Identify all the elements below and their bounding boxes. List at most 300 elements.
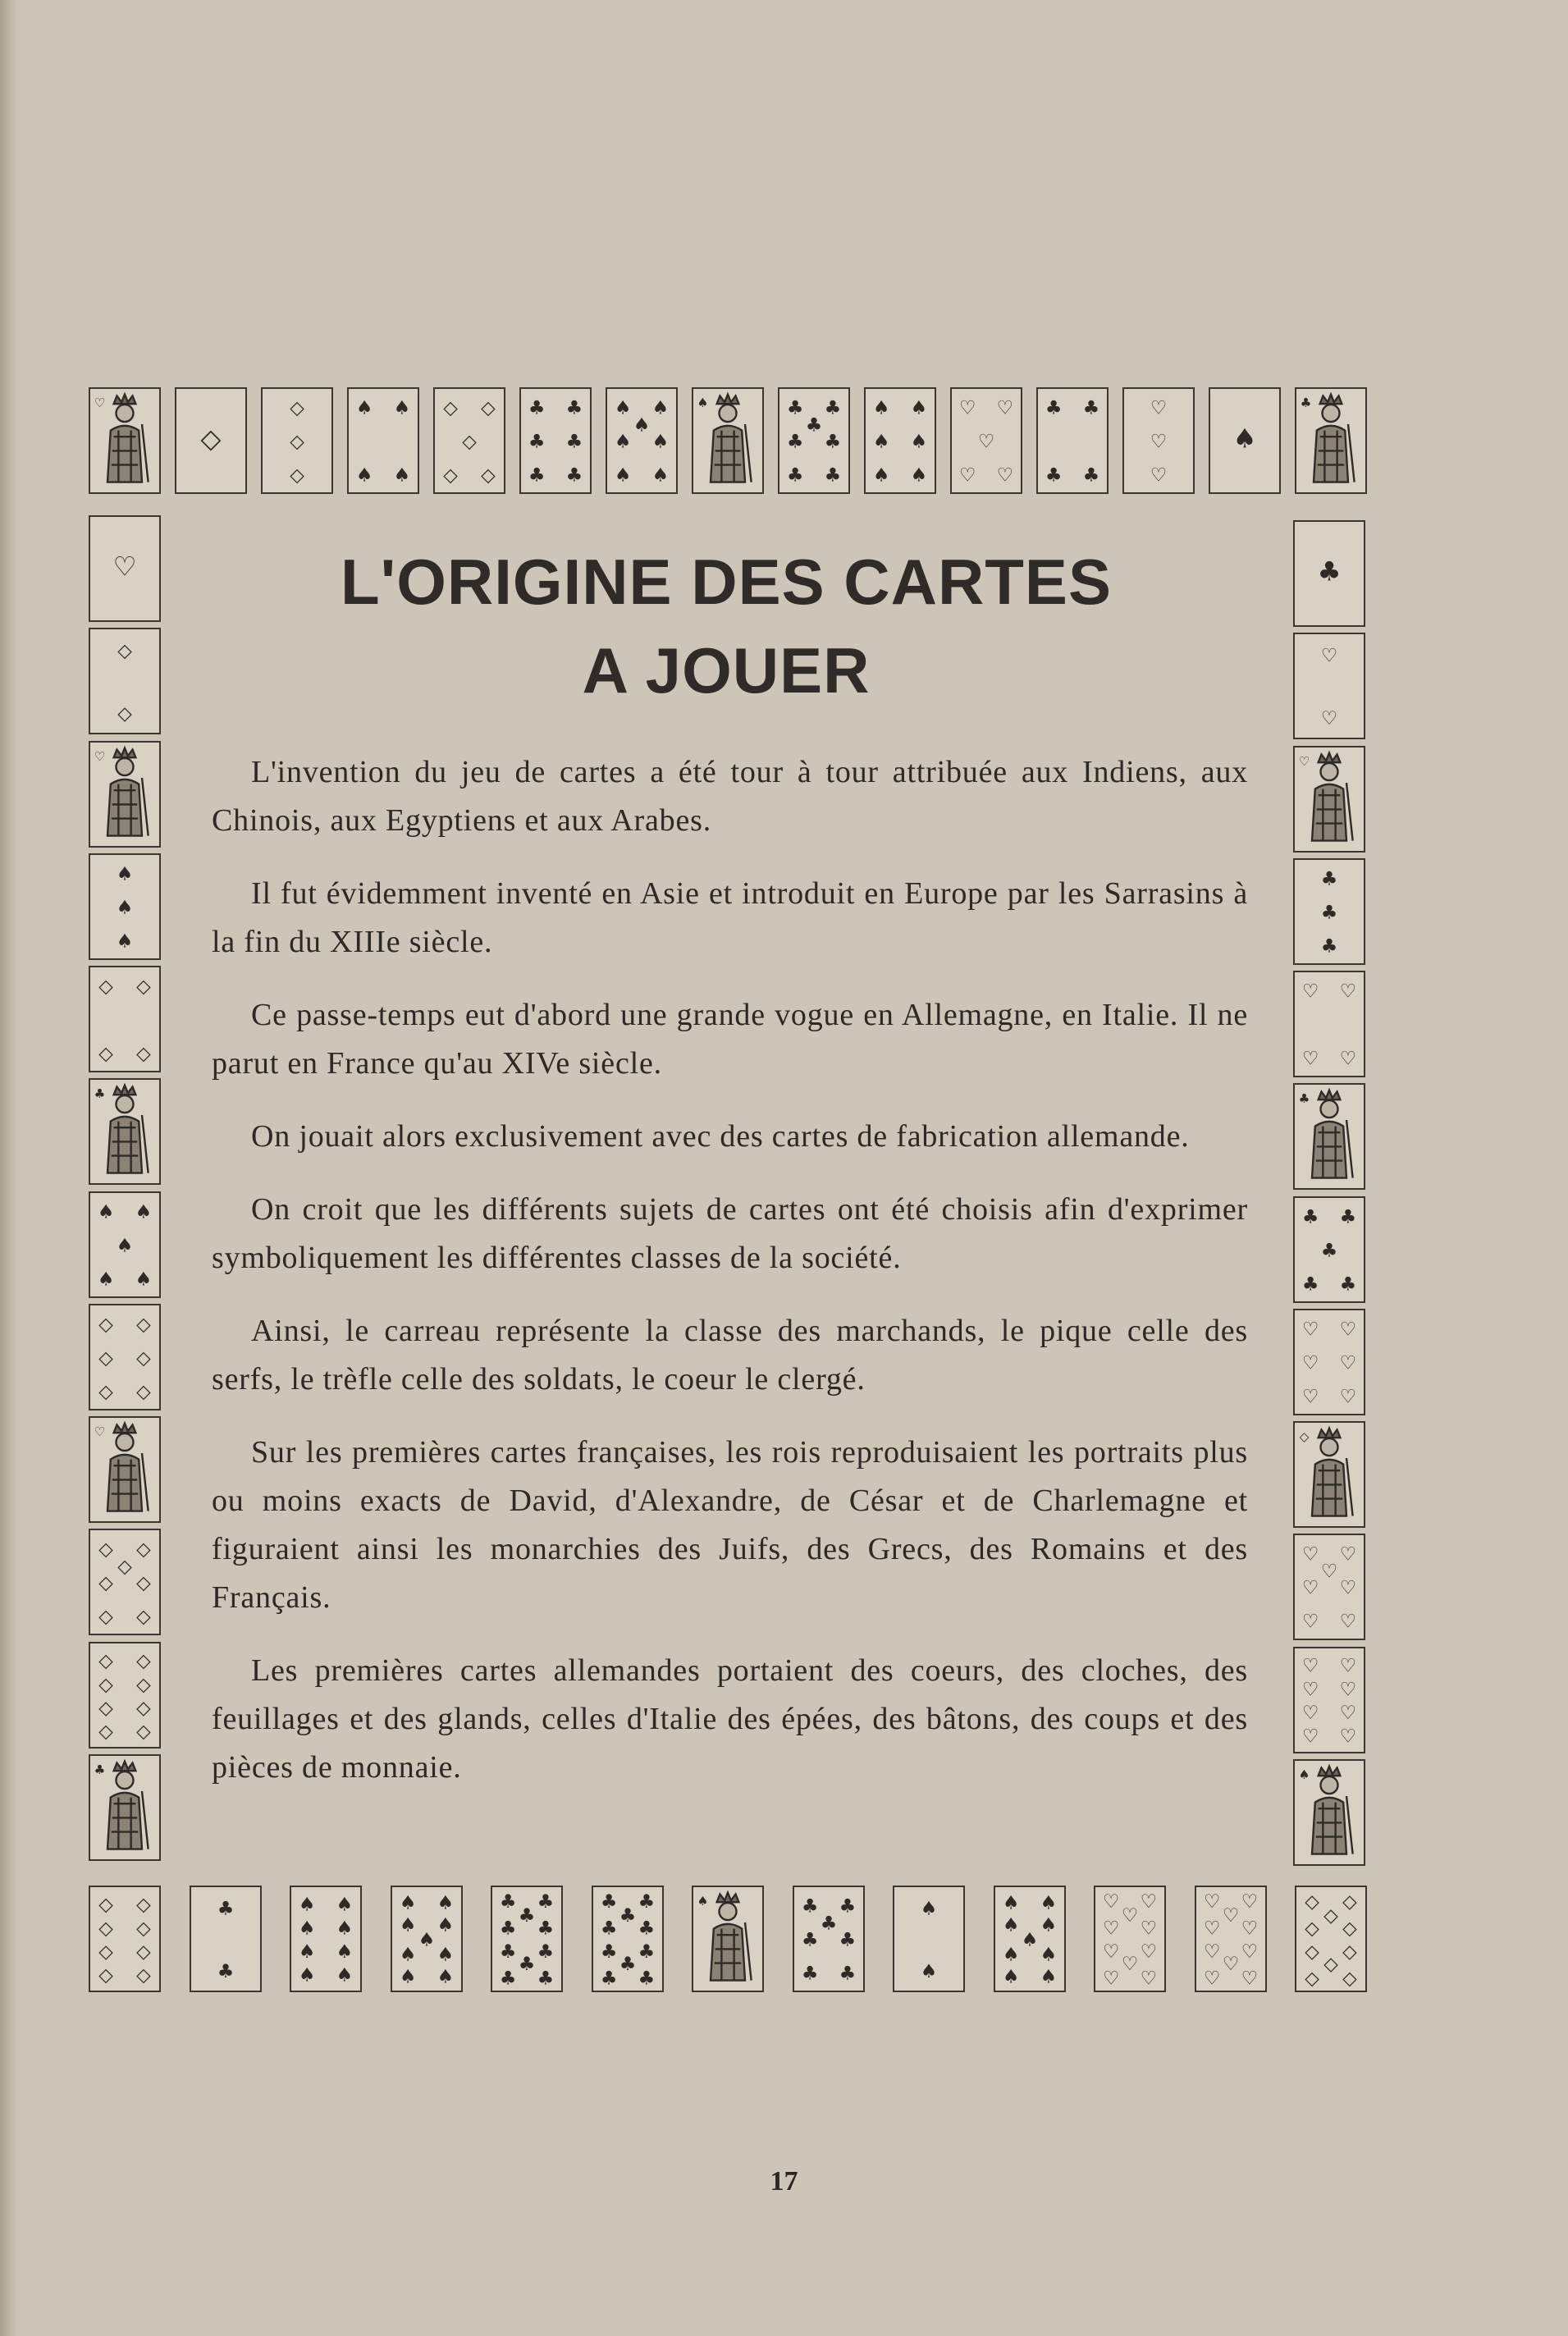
diamond-pip-icon: ◇ <box>98 1894 113 1916</box>
heart-pip-icon: ♡ <box>1203 1918 1220 1940</box>
diamond-pip-icon: ◇ <box>1305 1941 1319 1963</box>
card-face <box>1296 389 1365 492</box>
border-card-club-K <box>89 1754 161 1861</box>
diamond-pip-icon: ◇ <box>98 1918 113 1940</box>
diamond-pip-icon: ◇ <box>136 1573 151 1595</box>
diamond-pip-icon: ◇ <box>1323 1905 1338 1927</box>
diamond-pip-icon: ◇ <box>117 703 132 725</box>
card-face <box>90 743 159 846</box>
heart-pip-icon: ♡ <box>1339 1678 1357 1700</box>
club-pip-icon: ♣ <box>1317 555 1342 587</box>
club-pip-icon: ♣ <box>1300 395 1312 410</box>
diamond-pip-icon: ◇ <box>98 1347 113 1369</box>
paragraph: Ce passe-temps eut d'abord une grande vogue en Allemagne, en Italie. Il ne parut en France qu'au XIVe siècle. <box>212 998 1248 1081</box>
border-card-spade-1 <box>1209 387 1281 494</box>
border-card-heart-7 <box>1293 1534 1365 1640</box>
diamond-pip-icon: ◇ <box>117 640 132 662</box>
club-pip-icon: ♣ <box>518 1954 536 1976</box>
card-face <box>1295 1535 1364 1639</box>
spade-pip-icon: ♠ <box>399 1944 416 1966</box>
club-pip-icon: ♣ <box>801 1929 818 1951</box>
diamond-pip-icon: ◇ <box>136 1918 151 1940</box>
spade-pip-icon: ♠ <box>1040 1892 1057 1914</box>
article-body <box>212 748 1248 1817</box>
spade-pip-icon: ♠ <box>697 395 709 410</box>
diamond-pip-icon: ◇ <box>98 1721 113 1743</box>
heart-pip-icon: ♡ <box>1102 1918 1120 1940</box>
border-card-spade-9 <box>391 1886 463 1992</box>
club-pip-icon: ♣ <box>565 464 583 487</box>
club-pip-icon: ♣ <box>1298 1091 1310 1107</box>
spade-pip-icon: ♠ <box>1298 1767 1310 1782</box>
heart-pip-icon: ♡ <box>1102 1968 1120 1990</box>
heart-pip-icon: ♡ <box>996 464 1014 487</box>
card-face <box>90 629 159 733</box>
diamond-pip-icon: ◇ <box>136 1381 151 1403</box>
card-face <box>1295 522 1364 625</box>
spade-pip-icon: ♠ <box>614 431 632 453</box>
heart-pip-icon: ♡ <box>1339 1386 1357 1408</box>
spade-pip-icon: ♠ <box>614 464 632 487</box>
diamond-pip-icon: ◇ <box>443 397 458 419</box>
spade-pip-icon: ♠ <box>910 464 928 487</box>
club-pip-icon: ♣ <box>518 1905 536 1927</box>
heart-pip-icon: ♡ <box>958 397 976 419</box>
heart-pip-icon: ♡ <box>1339 1702 1357 1724</box>
diamond-pip-icon: ◇ <box>1305 1918 1319 1940</box>
club-pip-icon: ♣ <box>528 431 546 453</box>
club-pip-icon: ♣ <box>824 397 842 419</box>
diamond-pip-icon: ◇ <box>98 1673 113 1695</box>
court-figure-icon <box>1312 1090 1353 1178</box>
border-card-spade-7 <box>606 387 678 494</box>
diamond-pip-icon: ◇ <box>290 431 304 453</box>
card-face <box>1124 389 1193 492</box>
club-pip-icon: ♣ <box>1301 1206 1319 1228</box>
heart-pip-icon: ♡ <box>1241 1890 1258 1913</box>
card-face <box>952 389 1021 492</box>
paragraph: Les premières cartes allemandes portaient des coeurs, des cloches, des feuillages et des glands, celles d'Italie des épées, des bâtons, des coups et des pièces de monnaie. <box>212 1653 1248 1785</box>
club-pip-icon: ♣ <box>1045 397 1063 419</box>
club-pip-icon: ♣ <box>638 1941 655 1963</box>
court-figure-icon <box>107 747 149 835</box>
spade-pip-icon: ♠ <box>355 464 373 487</box>
border-card-heart-K <box>89 387 161 494</box>
spade-pip-icon: ♠ <box>116 1235 134 1257</box>
spade-pip-icon: ♠ <box>298 1918 316 1940</box>
card-face <box>90 1887 159 1991</box>
diamond-pip-icon: ◇ <box>1305 1968 1319 1990</box>
club-pip-icon: ♣ <box>839 1963 856 1985</box>
border-card-spade-9 <box>994 1886 1066 1992</box>
card-face <box>263 389 331 492</box>
heart-pip-icon: ♡ <box>1339 1578 1357 1600</box>
diamond-pip-icon: ◇ <box>98 1538 113 1561</box>
heart-pip-icon: ♡ <box>1301 1319 1319 1341</box>
diamond-pip-icon: ◇ <box>1342 1890 1357 1913</box>
club-pip-icon: ♣ <box>824 431 842 453</box>
club-pip-icon: ♣ <box>217 1960 234 1982</box>
diamond-pip-icon: ◇ <box>136 1964 151 1986</box>
title-line-2: A JOUER <box>582 634 871 706</box>
border-card-diamond-7 <box>89 1529 161 1635</box>
page-title <box>271 537 1182 715</box>
border-card-club-7 <box>778 387 850 494</box>
card-face <box>90 1080 159 1183</box>
club-pip-icon: ♣ <box>528 397 546 419</box>
border-card-heart-6 <box>1293 1309 1365 1415</box>
spade-pip-icon: ♠ <box>1040 1914 1057 1936</box>
club-pip-icon: ♣ <box>1339 1273 1357 1296</box>
heart-pip-icon: ♡ <box>112 551 137 583</box>
club-pip-icon: ♣ <box>805 414 823 437</box>
spade-pip-icon: ♠ <box>135 1269 153 1291</box>
border-card-diamond-4 <box>89 966 161 1072</box>
club-pip-icon: ♣ <box>499 1968 517 1990</box>
paragraph: Sur les premières cartes françaises, les rois reproduisaient les portraits plus ou moins exacts de David, d'Alexandre, de César et de Charlemagne et figuraient ainsi les monarchies des Juifs, des Grecs, des Romains et des Français. <box>212 1435 1248 1615</box>
spade-pip-icon: ♠ <box>910 431 928 453</box>
heart-pip-icon: ♡ <box>1140 1918 1158 1940</box>
spade-pip-icon: ♠ <box>872 431 890 453</box>
spade-pip-icon: ♠ <box>336 1964 354 1986</box>
border-card-club-J <box>1293 1083 1365 1190</box>
diamond-pip-icon: ◇ <box>290 397 304 419</box>
card-face <box>1295 1648 1364 1752</box>
club-pip-icon: ♣ <box>565 397 583 419</box>
border-card-club-10 <box>592 1886 664 1992</box>
spade-pip-icon: ♠ <box>336 1918 354 1940</box>
club-pip-icon: ♣ <box>499 1918 517 1940</box>
diamond-pip-icon: ◇ <box>1342 1968 1357 1990</box>
heart-pip-icon: ♡ <box>1298 753 1310 769</box>
heart-pip-icon: ♡ <box>1301 1726 1319 1748</box>
diamond-pip-icon: ◇ <box>136 1941 151 1963</box>
card-face <box>866 389 935 492</box>
spade-pip-icon: ♠ <box>1002 1892 1019 1914</box>
heart-pip-icon: ♡ <box>1301 1386 1319 1408</box>
heart-pip-icon: ♡ <box>1241 1918 1258 1940</box>
diamond-pip-icon: ◇ <box>136 1894 151 1916</box>
club-pip-icon: ♣ <box>1320 1240 1338 1262</box>
heart-pip-icon: ♡ <box>1140 1890 1158 1913</box>
border-card-spade-K <box>1293 1759 1365 1866</box>
card-face <box>90 1756 159 1859</box>
spade-pip-icon: ♠ <box>633 414 651 437</box>
spade-pip-icon: ♠ <box>1002 1944 1019 1966</box>
card-face <box>995 1887 1064 1991</box>
club-pip-icon: ♣ <box>786 464 804 487</box>
heart-pip-icon: ♡ <box>1339 981 1357 1003</box>
heart-pip-icon: ♡ <box>1203 1968 1220 1990</box>
heart-pip-icon: ♡ <box>1140 1941 1158 1963</box>
card-face <box>90 517 159 620</box>
border-card-club-K <box>89 1078 161 1185</box>
card-face <box>794 1887 863 1991</box>
diamond-pip-icon: ◇ <box>98 1964 113 1986</box>
club-pip-icon: ♣ <box>619 1954 636 1976</box>
paragraph: Il fut évidemment inventé en Asie et introduit en Europe par les Sarrasins à la fin du XIIIe siècle. <box>212 876 1248 959</box>
border-card-heart-3 <box>1122 387 1195 494</box>
diamond-pip-icon: ◇ <box>443 464 458 487</box>
border-card-heart-10 <box>1195 1886 1267 1992</box>
border-card-heart-4 <box>1293 971 1365 1077</box>
card-face <box>90 1418 159 1521</box>
club-pip-icon: ♣ <box>1320 902 1338 924</box>
book-spine-shadow <box>0 0 18 2336</box>
court-figure-icon <box>1312 1767 1353 1854</box>
card-face <box>291 1887 360 1991</box>
border-card-diamond-6 <box>89 1304 161 1410</box>
border-card-club-5 <box>1293 1196 1365 1303</box>
card-face <box>1295 634 1364 738</box>
spade-pip-icon: ♠ <box>1040 1944 1057 1966</box>
paragraph: L'invention du jeu de cartes a été tour à tour attribuée aux Indiens, aux Chinois, aux Egyptiens et aux Arabes. <box>212 755 1248 838</box>
border-card-club-2 <box>190 1886 262 1992</box>
spade-pip-icon: ♠ <box>97 1201 115 1223</box>
heart-pip-icon: ♡ <box>1301 1611 1319 1634</box>
card-face <box>1095 1887 1164 1991</box>
border-card-diamond-8 <box>89 1886 161 1992</box>
border-card-diamond-10 <box>1295 1886 1367 1992</box>
diamond-pip-icon: ◇ <box>98 1573 113 1595</box>
club-pip-icon: ♣ <box>600 1918 617 1940</box>
diamond-pip-icon: ◇ <box>481 397 496 419</box>
card-face <box>1295 860 1364 963</box>
card-face <box>90 389 159 492</box>
card-face <box>90 967 159 1071</box>
court-figure-icon <box>1312 1429 1353 1516</box>
spade-pip-icon: ♠ <box>910 397 928 419</box>
border-card-diamond-3 <box>261 387 333 494</box>
border-card-heart-10 <box>1094 1886 1166 1992</box>
spade-pip-icon: ♠ <box>393 464 411 487</box>
court-figure-icon <box>107 1086 149 1173</box>
club-pip-icon: ♣ <box>1339 1206 1357 1228</box>
card-face <box>1295 1423 1364 1526</box>
club-pip-icon: ♣ <box>1082 464 1100 487</box>
spade-pip-icon: ♠ <box>116 863 134 885</box>
diamond-pip-icon: ◇ <box>1342 1941 1357 1963</box>
card-face <box>1295 1085 1364 1188</box>
border-card-club-6 <box>519 387 592 494</box>
title-line-1: L'ORIGINE DES CARTES <box>341 546 1112 618</box>
border-card-club-7 <box>793 1886 865 1992</box>
heart-pip-icon: ♡ <box>958 464 976 487</box>
diamond-pip-icon: ◇ <box>1299 1429 1310 1445</box>
border-card-diamond-8 <box>89 1642 161 1749</box>
heart-pip-icon: ♡ <box>1301 1578 1319 1600</box>
border-card-spade-4 <box>347 387 419 494</box>
card-face <box>1295 1198 1364 1301</box>
spade-pip-icon: ♠ <box>920 1960 938 1982</box>
spade-pip-icon: ♠ <box>437 1914 454 1936</box>
spade-pip-icon: ♠ <box>872 464 890 487</box>
club-pip-icon: ♣ <box>801 1963 818 1985</box>
heart-pip-icon: ♡ <box>1301 1655 1319 1677</box>
diamond-pip-icon: ◇ <box>136 1314 151 1336</box>
club-pip-icon: ♣ <box>1301 1273 1319 1296</box>
spade-pip-icon: ♠ <box>116 897 134 919</box>
card-face <box>90 1643 159 1747</box>
spade-pip-icon: ♠ <box>614 397 632 419</box>
diamond-pip-icon: ◇ <box>98 1941 113 1963</box>
club-pip-icon: ♣ <box>600 1968 617 1990</box>
diamond-pip-icon: ◇ <box>136 1347 151 1369</box>
spade-pip-icon: ♠ <box>393 397 411 419</box>
spade-pip-icon: ♠ <box>1021 1929 1038 1951</box>
card-face <box>779 389 848 492</box>
heart-pip-icon: ♡ <box>1301 1352 1319 1374</box>
heart-pip-icon: ♡ <box>1339 1543 1357 1566</box>
border-card-club-10 <box>491 1886 563 1992</box>
card-face <box>521 389 590 492</box>
heart-pip-icon: ♡ <box>1203 1941 1220 1963</box>
card-face <box>1295 1761 1364 1864</box>
heart-pip-icon: ♡ <box>1121 1954 1139 1976</box>
spade-pip-icon: ♠ <box>135 1201 153 1223</box>
heart-pip-icon: ♡ <box>1320 1561 1338 1583</box>
spade-pip-icon: ♠ <box>399 1966 416 1988</box>
diamond-pip-icon: ◇ <box>136 1673 151 1695</box>
diamond-pip-icon: ◇ <box>98 1607 113 1629</box>
heart-pip-icon: ♡ <box>1102 1941 1120 1963</box>
heart-pip-icon: ♡ <box>1301 1543 1319 1566</box>
card-face <box>593 1887 662 1991</box>
spade-pip-icon: ♠ <box>697 1893 709 1909</box>
spade-pip-icon: ♠ <box>651 397 670 419</box>
club-pip-icon: ♣ <box>1045 464 1063 487</box>
heart-pip-icon: ♡ <box>1241 1941 1258 1963</box>
spade-pip-icon: ♠ <box>399 1914 416 1936</box>
heart-pip-icon: ♡ <box>1301 1678 1319 1700</box>
club-pip-icon: ♣ <box>638 1918 655 1940</box>
club-pip-icon: ♣ <box>1082 397 1100 419</box>
club-pip-icon: ♣ <box>786 431 804 453</box>
border-card-spade-5 <box>89 1191 161 1298</box>
court-figure-icon <box>1314 395 1355 482</box>
paragraph: On jouait alors exclusivement avec des cartes de fabrication allemande. <box>251 1119 1190 1154</box>
club-pip-icon: ♣ <box>839 1929 856 1951</box>
club-pip-icon: ♣ <box>839 1895 856 1918</box>
diamond-pip-icon: ◇ <box>136 1538 151 1561</box>
card-face <box>90 855 159 958</box>
card-face <box>90 1530 159 1634</box>
diamond-pip-icon: ◇ <box>136 1043 151 1065</box>
diamond-pip-icon: ◇ <box>1305 1890 1319 1913</box>
spade-pip-icon: ♠ <box>651 431 670 453</box>
heart-pip-icon: ♡ <box>1339 1319 1357 1341</box>
heart-pip-icon: ♡ <box>1140 1968 1158 1990</box>
heart-pip-icon: ♡ <box>1121 1905 1139 1927</box>
card-face <box>1295 1310 1364 1414</box>
card-face <box>1295 972 1364 1076</box>
spade-pip-icon: ♠ <box>298 1941 316 1963</box>
border-card-spade-3 <box>89 853 161 960</box>
heart-pip-icon: ♡ <box>1339 1655 1357 1677</box>
spade-pip-icon: ♠ <box>336 1941 354 1963</box>
border-card-diamond-5 <box>433 387 505 494</box>
diamond-pip-icon: ◇ <box>117 1556 132 1578</box>
border-card-heart-J <box>89 1416 161 1523</box>
spade-pip-icon: ♠ <box>97 1269 115 1291</box>
heart-pip-icon: ♡ <box>1102 1890 1120 1913</box>
heart-pip-icon: ♡ <box>1301 1702 1319 1724</box>
heart-pip-icon: ♡ <box>94 1424 106 1440</box>
spade-pip-icon: ♠ <box>920 1898 938 1920</box>
court-figure-icon <box>107 395 149 482</box>
border-card-diamond-J <box>1293 1421 1365 1528</box>
card-face <box>349 389 418 492</box>
border-card-club-Q <box>1295 387 1367 494</box>
heart-pip-icon: ♡ <box>1339 1726 1357 1748</box>
border-card-heart-8 <box>1293 1647 1365 1753</box>
diamond-pip-icon: ◇ <box>98 1314 113 1336</box>
diamond-pip-icon: ◇ <box>136 1721 151 1743</box>
border-card-club-4 <box>1036 387 1109 494</box>
club-pip-icon: ♣ <box>1320 868 1338 890</box>
border-card-heart-Q <box>89 741 161 848</box>
spade-pip-icon: ♠ <box>399 1892 416 1914</box>
court-figure-icon <box>1312 752 1353 840</box>
club-pip-icon: ♣ <box>1320 935 1338 958</box>
card-face <box>435 389 504 492</box>
spade-pip-icon: ♠ <box>872 397 890 419</box>
heart-pip-icon: ♡ <box>94 748 106 764</box>
card-face <box>392 1887 461 1991</box>
club-pip-icon: ♣ <box>600 1890 617 1913</box>
border-card-club-1 <box>1293 520 1365 627</box>
club-pip-icon: ♣ <box>824 464 842 487</box>
club-pip-icon: ♣ <box>537 1918 555 1940</box>
border-card-heart-1 <box>89 515 161 622</box>
spade-pip-icon: ♠ <box>418 1929 435 1951</box>
heart-pip-icon: ♡ <box>94 395 106 410</box>
spade-pip-icon: ♠ <box>437 1944 454 1966</box>
club-pip-icon: ♣ <box>537 1968 555 1990</box>
diamond-pip-icon: ◇ <box>200 423 222 455</box>
card-face <box>693 389 762 492</box>
diamond-pip-icon: ◇ <box>136 1607 151 1629</box>
heart-pip-icon: ♡ <box>1241 1968 1258 1990</box>
diamond-pip-icon: ◇ <box>98 1381 113 1403</box>
card-face <box>693 1887 762 1991</box>
heart-pip-icon: ♡ <box>1301 1048 1319 1070</box>
club-pip-icon: ♣ <box>528 464 546 487</box>
club-pip-icon: ♣ <box>638 1890 655 1913</box>
club-pip-icon: ♣ <box>786 397 804 419</box>
paragraph: Ainsi, le carreau représente la classe des marchands, le pique celle des serfs, le trèfle celle des soldats, le coeur le clergé. <box>212 1314 1248 1397</box>
page-number: 17 <box>770 2166 798 2197</box>
club-pip-icon: ♣ <box>537 1890 555 1913</box>
border-card-spade-6 <box>864 387 936 494</box>
heart-pip-icon: ♡ <box>1339 1048 1357 1070</box>
diamond-pip-icon: ◇ <box>290 464 304 487</box>
court-figure-icon <box>711 1893 752 1981</box>
spade-pip-icon: ♠ <box>298 1964 316 1986</box>
court-figure-icon <box>107 1424 149 1511</box>
heart-pip-icon: ♡ <box>1320 708 1338 730</box>
spade-pip-icon: ♠ <box>1002 1966 1019 1988</box>
card-face <box>1210 389 1279 492</box>
border-card-heart-5 <box>950 387 1022 494</box>
card-face <box>1038 389 1107 492</box>
card-face <box>1296 1887 1365 1991</box>
heart-pip-icon: ♡ <box>977 431 995 453</box>
spade-pip-icon: ♠ <box>1040 1966 1057 1988</box>
border-card-heart-2 <box>1293 633 1365 739</box>
border-card-spade-2 <box>893 1886 965 1992</box>
border-card-spade-K <box>692 387 764 494</box>
